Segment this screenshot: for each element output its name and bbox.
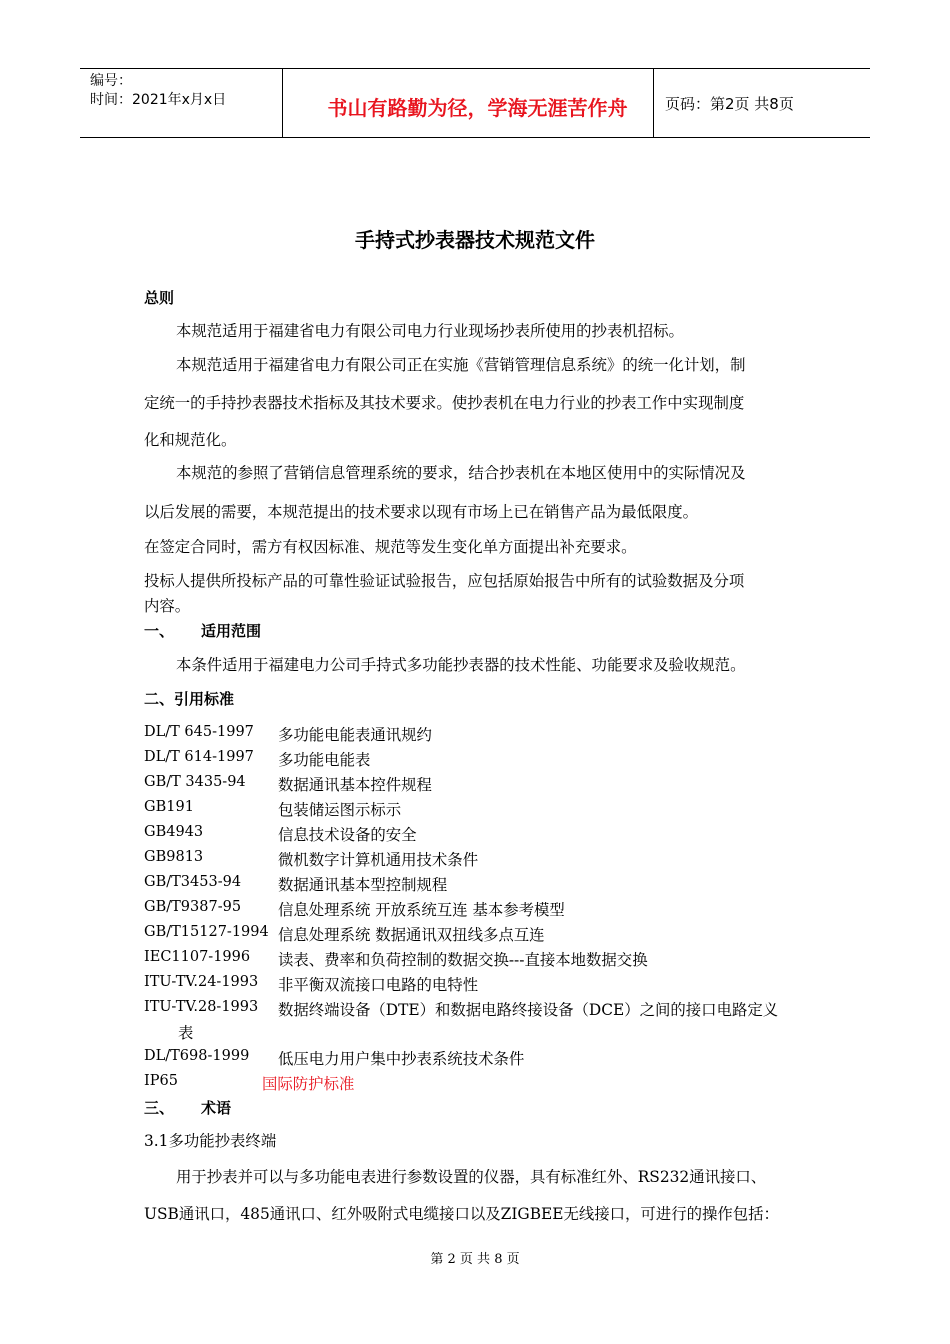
- section-heading-scope: 适用范围: [201, 622, 262, 640]
- standard-name: 低压电力用户集中抄表系统技术条件: [278, 1050, 525, 1068]
- header-divider: [282, 69, 283, 137]
- header-divider: [653, 69, 654, 137]
- page-footer: 第 2 页 共 8 页: [430, 1252, 520, 1267]
- standard-name: 非平衡双流接口电路的电特性: [278, 976, 479, 994]
- standard-code: ITU-TV.24-1993: [144, 974, 259, 990]
- standard-code: GB9813: [144, 849, 204, 865]
- paragraph: 以后发展的需要，本规范提出的技术要求以现有市场上已在销售产品为最低限度。: [144, 503, 699, 521]
- standard-name: 数据通讯基本控件规程: [278, 776, 432, 794]
- header-motto: 书山有路勤为径，学海无涯苦作舟: [327, 96, 628, 120]
- standard-name: 多功能电能表通讯规约: [278, 726, 432, 744]
- paragraph: USB通讯口，485通讯口、红外吸附式电缆接口以及ZIGBEE无线接口，可进行的操作包括：: [144, 1205, 779, 1223]
- page-header: [80, 68, 870, 138]
- standard-code: GB/T9387-95: [144, 899, 242, 915]
- document-title: 手持式抄表器技术规范文件: [355, 228, 595, 252]
- section-number: 三、: [144, 1099, 175, 1117]
- header-meta: [90, 72, 226, 110]
- date-label: 时间：2021年x月x日: [90, 92, 227, 108]
- standard-name: 多功能电能表: [278, 751, 371, 769]
- paragraph: 在签定合同时，需方有权因标准、规范等发生变化单方面提出补充要求。: [144, 538, 637, 556]
- standard-name: 包装储运图示标示: [278, 801, 402, 819]
- section-heading-standards: 二、引用标准: [144, 690, 235, 708]
- paragraph: 定统一的手持抄表器技术指标及其技术要求。使抄表机在电力行业的抄表工作中实现制度: [144, 394, 745, 412]
- paragraph: 化和规范化。: [144, 431, 237, 449]
- paragraph: 本规范适用于福建省电力有限公司正在实施《营销管理信息系统》的统一化计划，制: [176, 356, 746, 374]
- standard-name: 信息技术设备的安全: [278, 826, 417, 844]
- standard-name: 数据终端设备（DTE）和数据电路终接设备（DCE）之间的接口电路定义: [278, 1001, 779, 1019]
- standard-name-continuation: 表: [178, 1024, 194, 1042]
- standard-code: IP65: [144, 1073, 178, 1089]
- paragraph: 内容。: [144, 597, 191, 615]
- section-heading-terms: 术语: [201, 1099, 232, 1117]
- paragraph: 本规范适用于福建省电力有限公司电力行业现场抄表所使用的抄表机招标。: [176, 322, 684, 340]
- standard-name: 国际防护标准: [262, 1075, 355, 1093]
- standard-code: GB/T3453-94: [144, 874, 242, 890]
- number-label: 编号：: [90, 73, 132, 89]
- standard-code: DL/T 645-1997: [144, 724, 254, 740]
- standard-code: DL/T698-1999: [144, 1048, 250, 1064]
- standard-name: 信息处理系统 数据通讯双扭线多点互连: [278, 926, 545, 944]
- standard-code: ITU-TV.28-1993: [144, 999, 259, 1015]
- paragraph: 用于抄表并可以与多功能电表进行参数设置的仪器，具有标准红外、RS232通讯接口、: [176, 1168, 767, 1186]
- standard-name: 数据通讯基本型控制规程: [278, 876, 448, 894]
- paragraph: 投标人提供所投标产品的可靠性验证试验报告，应包括原始报告中所有的试验数据及分项: [144, 572, 745, 590]
- standard-code: GB/T 3435-94: [144, 774, 246, 790]
- paragraph: 本规范的参照了营销信息管理系统的要求，结合抄表机在本地区使用中的实际情况及: [176, 464, 746, 482]
- standard-code: GB4943: [144, 824, 204, 840]
- section-number: 一、: [144, 622, 175, 640]
- paragraph: 本条件适用于福建电力公司手持式多功能抄表器的技术性能、功能要求及验收规范。: [176, 656, 746, 674]
- standard-code: DL/T 614-1997: [144, 749, 254, 765]
- section-heading-general: 总则: [144, 289, 175, 307]
- standard-code: GB/T15127-1994: [144, 924, 269, 940]
- subsection-heading: 3.1多功能抄表终端: [144, 1132, 277, 1150]
- standard-code: GB191: [144, 799, 194, 815]
- standard-name: 微机数字计算机通用技术条件: [278, 851, 479, 869]
- standard-name: 读表、费率和负荷控制的数据交换---直接本地数据交换: [278, 951, 648, 969]
- page-indicator: 页码：第2页 共8页: [665, 95, 794, 113]
- standard-name: 信息处理系统 开放系统互连 基本参考模型: [278, 901, 565, 919]
- standard-code: IEC1107-1996: [144, 949, 251, 965]
